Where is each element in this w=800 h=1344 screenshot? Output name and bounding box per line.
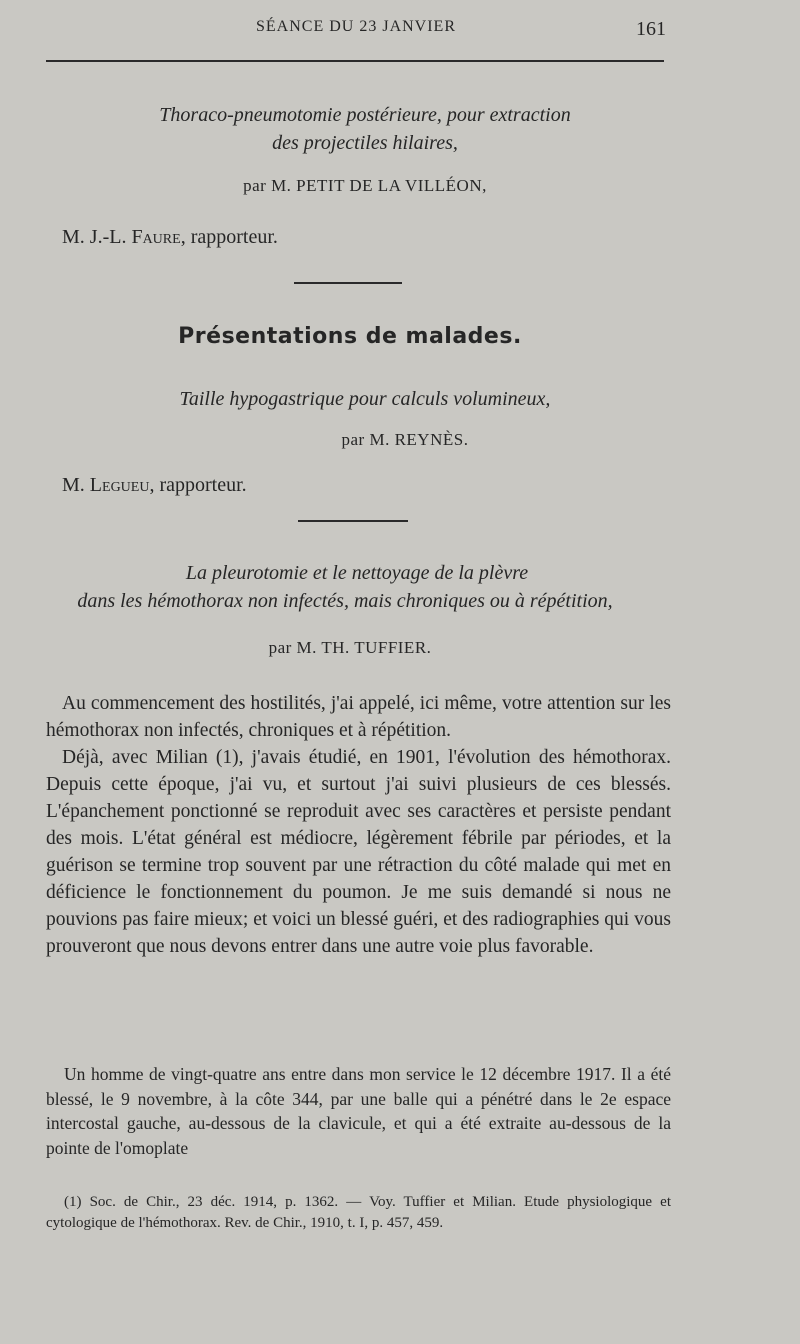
- report1-title-line2: des projectiles hilaires,: [272, 132, 458, 154]
- report1-author: par M. PETIT DE LA VILLÉON,: [243, 176, 487, 195]
- article-body: [46, 690, 671, 960]
- page-number: 161: [636, 18, 666, 40]
- report1-rapporteur-suffix: , rapporteur.: [180, 226, 278, 248]
- running-head: [46, 18, 666, 44]
- header-rule: [46, 60, 664, 62]
- case-paragraph: Un homme de vingt-quatre ans entre dans mon service le 12 décembre 1917. Il a été blessé, le 9 novembre, à la côte 344, par une balle qui a pénétré dans le 2e espace intercostal gauche, au-dessous de la clavicule, et qui a été extraite au-dessous de la pointe de l'omoplate: [46, 1064, 671, 1158]
- report1-title-line1: Thoraco-pneumotomie postérieure, pour extraction: [159, 104, 571, 126]
- separator-rule: [298, 520, 408, 522]
- report2-title: Taille hypogastrique pour calculs volumineux,: [179, 388, 551, 410]
- report2-author: par M. REYNÈS.: [341, 430, 469, 449]
- article-author: par M. TH. TUFFIER.: [268, 638, 432, 657]
- report2-rapporteur-suffix: , rapporteur.: [149, 474, 247, 496]
- footnote-text: (1) Soc. de Chir., 23 déc. 1914, p. 1362. — Voy. Tuffier et Milian. Etude physiologique et cytologique de l'hémothorax. Rev. de Chir., 1910, t. I, p. 457, 459.: [46, 1194, 671, 1231]
- report2-rapporteur: [62, 474, 247, 497]
- separator-rule: [294, 282, 402, 284]
- report1-rapporteur-name: Faure: [131, 226, 181, 248]
- case-paragraph-block: [46, 1062, 671, 1160]
- article-title-line2: dans les hémothorax non infectés, mais chroniques ou à répétition,: [77, 590, 613, 612]
- report2-rapporteur-prefix: M.: [62, 474, 90, 496]
- report1-rapporteur: [62, 226, 278, 249]
- article-title-line1: La pleurotomie et le nettoyage de la plèvre: [185, 562, 529, 584]
- report2-rapporteur-name: Legueu: [89, 474, 150, 496]
- footnote: [46, 1192, 671, 1234]
- body-paragraph: Déjà, avec Milian (1), j'avais étudié, en 1901, l'évolution des hémothorax. Depuis cette époque, j'ai vu, et surtout j'ai suivi plusieurs de ces blessés. L'épanchement ponctionné se reproduit avec ses caractères et persiste pendant des mois. L'état général est médiocre, légèrement fébrile par périodes, et la guérison se termine trop souvent par une rétraction du côté malade qui met en déficience le fonctionnement du poumon. Je me suis demandé si nous ne pouvions pas faire mieux; et voici un blessé guéri, et des radiographies qui vous prouveront que nous devons entrer dans une autre voie plus favorable.: [46, 747, 671, 957]
- body-paragraph: Au commencement des hostilités, j'ai appelé, ici même, votre attention sur les hémothorax non infectés, chroniques et à répétition.: [46, 693, 671, 741]
- running-title: SÉANCE DU 23 JANVIER: [256, 18, 456, 35]
- section-heading: Présentations de malades.: [178, 324, 522, 349]
- report1-rapporteur-prefix: M. J.-L.: [62, 226, 132, 248]
